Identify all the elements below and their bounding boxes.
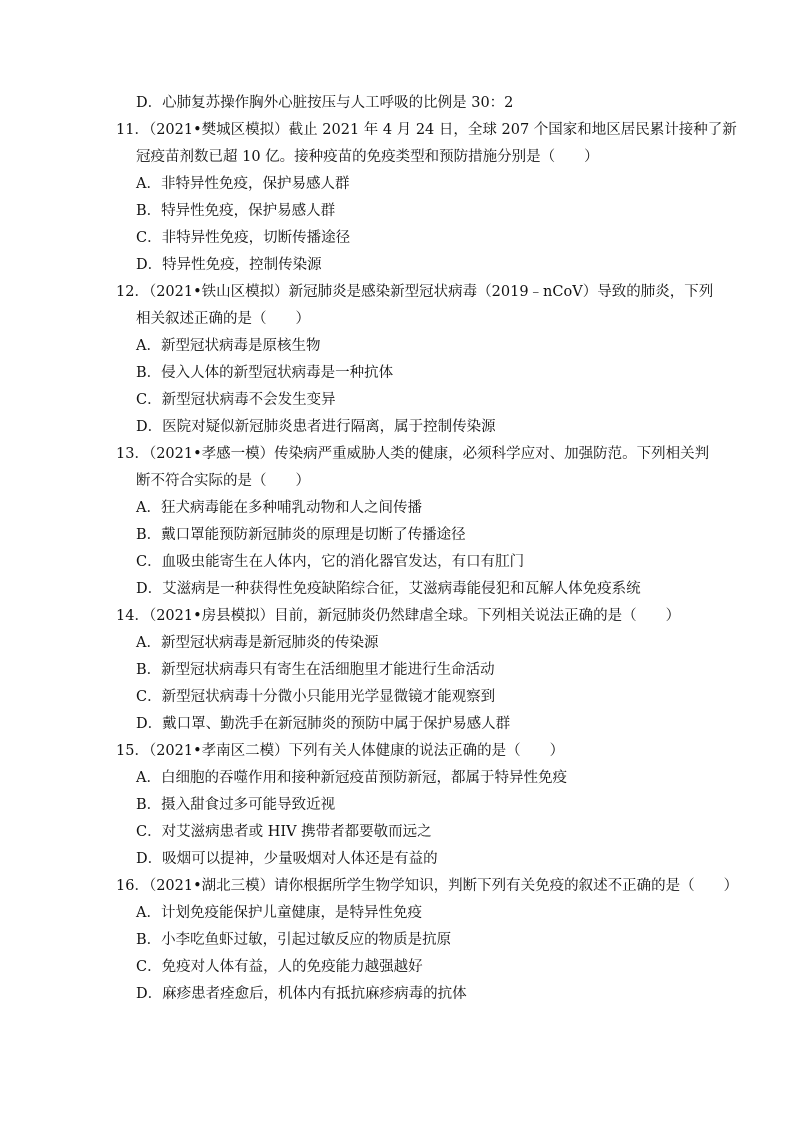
question-16-option-c: C．免疫对人体有益，人的免疫能力越强越好 xyxy=(136,959,423,975)
question-16-option-b: B．小李吃鱼虾过敏，引起过敏反应的物质是抗原 xyxy=(136,932,452,948)
question-12-option-a: A．新型冠状病毒是原核生物 xyxy=(136,338,321,354)
question-14-option-d: D．戴口罩、勤洗手在新冠肺炎的预防中属于保护易感人群 xyxy=(136,716,511,732)
question-11-stem-line-1: 11．（2021•樊城区模拟）截止 2021 年 4 月 24 日，全球 207 个国家和地区居民累计接种了新 xyxy=(116,122,737,138)
question-15-stem-line-1: 15．（2021•孝南区二模）下列有关人体健康的说法正确的是（ ） xyxy=(116,743,565,759)
question-13 xyxy=(0,441,794,603)
question-11-stem-line-2: 冠疫苗剂数已超 10 亿。接种疫苗的免疫类型和预防措施分别是（ ） xyxy=(136,149,599,165)
question-12-option-d: D．医院对疑似新冠肺炎患者进行隔离，属于控制传染源 xyxy=(136,419,496,435)
question-14-option-a: A．新型冠状病毒是新冠肺炎的传染源 xyxy=(136,635,379,651)
question-11-option-b: B．特异性免疫，保护易感人群 xyxy=(136,203,336,219)
question-list xyxy=(0,90,794,1008)
question-15-option-c: C．对艾滋病患者或 HIV 携带者都要敬而远之 xyxy=(136,824,432,840)
question-14-option-c: C．新型冠状病毒十分微小只能用光学显微镜才能观察到 xyxy=(136,689,496,705)
question-11-option-d: D．特异性免疫，控制传染源 xyxy=(136,257,322,273)
question-11 xyxy=(0,117,794,279)
option-d-previous: D．心肺复苏操作胸外心脏按压与人工呼吸的比例是 30：2 xyxy=(136,95,514,111)
question-15-option-d: D．吸烟可以提神，少量吸烟对人体还是有益的 xyxy=(136,851,438,867)
question-16-option-d: D．麻疹患者痊愈后，机体内有抵抗麻疹病毒的抗体 xyxy=(136,986,467,1002)
question-13-option-b: B．戴口罩能预防新冠肺炎的原理是切断了传播途径 xyxy=(136,527,466,543)
question-12-stem-line-1: 12．（2021•铁山区模拟）新冠肺炎是感染新型冠状病毒（2019﹣nCoV）导致的肺炎，下列 xyxy=(116,284,714,300)
question-14-option-b: B．新型冠状病毒只有寄生在活细胞里才能进行生命活动 xyxy=(136,662,495,678)
question-12-option-b: B．侵入人体的新型冠状病毒是一种抗体 xyxy=(136,365,394,381)
question-13-option-d: D．艾滋病是一种获得性免疫缺陷综合征，艾滋病毒能侵犯和瓦解人体免疫系统 xyxy=(136,581,641,597)
question-11-option-a: A．非特异性免疫，保护易感人群 xyxy=(136,176,350,192)
question-13-stem-line-2: 断不符合实际的是（ ） xyxy=(136,473,310,489)
question-15 xyxy=(0,738,794,873)
question-12-option-c: C．新型冠状病毒不会发生变异 xyxy=(136,392,336,408)
question-14-stem-line-1: 14．（2021•房县模拟）目前，新冠肺炎仍然肆虐全球。下列相关说法正确的是（ ） xyxy=(116,608,681,624)
question-13-stem-line-1: 13．（2021•孝感一模）传染病严重威胁人类的健康，必须科学应对、加强防范。下列相关判 xyxy=(116,446,710,462)
question-15-option-a: A．白细胞的吞噬作用和接种新冠疫苗预防新冠，都属于特异性免疫 xyxy=(136,770,567,786)
question-13-option-c: C．血吸虫能寄生在人体内，它的消化器官发达，有口有肛门 xyxy=(136,554,525,570)
question-13-option-a: A．狂犬病毒能在多种哺乳动物和人之间传播 xyxy=(136,500,422,516)
question-11-option-c: C．非特异性免疫，切断传播途径 xyxy=(136,230,351,246)
question-12-stem-line-2: 相关叙述正确的是（ ） xyxy=(136,311,310,327)
question-16-option-a: A．计划免疫能保护儿童健康，是特异性免疫 xyxy=(136,905,422,921)
question-12 xyxy=(0,279,794,441)
question-15-option-b: B．摄入甜食过多可能导致近视 xyxy=(136,797,336,813)
question-14 xyxy=(0,603,794,738)
question-16 xyxy=(0,873,794,1008)
question-16-stem-line-1: 16．（2021•湖北三模）请你根据所学生物学知识，判断下列有关免疫的叙述不正确的是（ ） xyxy=(116,878,739,894)
